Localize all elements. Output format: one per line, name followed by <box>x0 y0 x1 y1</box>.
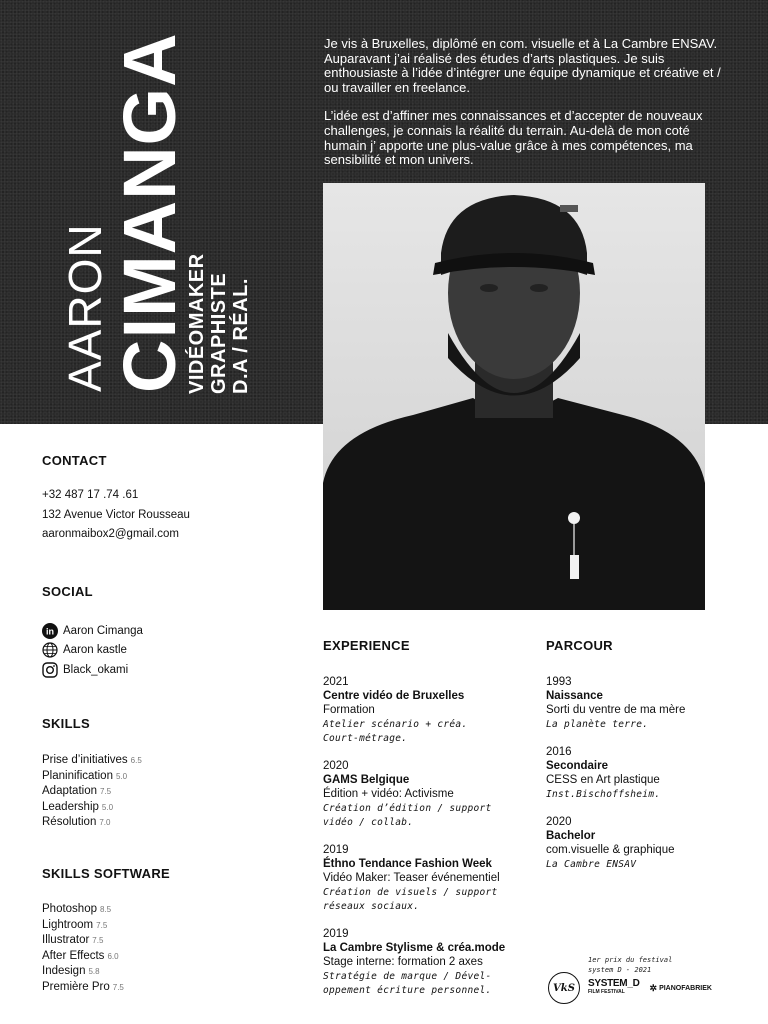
roles <box>186 253 252 394</box>
parcour-entry <box>546 675 685 732</box>
software-item <box>42 933 124 949</box>
entry-org: Naissance <box>546 690 603 703</box>
entry-note: Inst.Bischoffsheim. <box>546 788 661 800</box>
entry-role: Vidéo Maker: Teaser événementiel <box>323 872 500 885</box>
system-d-logo <box>588 980 640 996</box>
system-d-subtitle: FILM FESTIVAL <box>588 989 625 995</box>
entry-note: oppement écriture personnel. <box>323 984 492 996</box>
entry-note: Stratégie de marque / Dével- <box>323 970 492 982</box>
skill-item <box>42 753 142 769</box>
entry-note: vidéo / collab. <box>323 816 414 828</box>
software-level: 7.5 <box>112 982 124 992</box>
entry-note: Court-métrage. <box>323 732 408 744</box>
software-title: SKILLS SOFTWARE <box>42 866 170 881</box>
skills-list <box>42 753 142 831</box>
skill-name: Adaptation <box>42 785 97 798</box>
social-instagram[interactable] <box>42 660 143 680</box>
last-name: CIMANGA <box>108 32 191 393</box>
entry-year: 2016 <box>546 746 572 758</box>
entry-org: La Cambre Stylisme & créa.mode <box>323 942 506 955</box>
social-label: Aaron Cimanga <box>63 624 143 637</box>
social-title: SOCIAL <box>42 584 93 599</box>
intro-paragraph: Je vis à Bruxelles, diplômé en com. visuelle et à La Cambre ENSAV. Auparavant j’ai réalisé des études d’arts plastiques. Je suis enthousiaste à l’idée d’intégrer une équipe dynamique et créative et / ou travailler en freelance. <box>324 36 721 95</box>
software-name: Lightroom <box>42 918 94 931</box>
software-name: Première Pro <box>42 980 110 993</box>
software-level: 5.8 <box>88 967 100 977</box>
software-name: Illustrator <box>42 934 90 947</box>
svg-text:in: in <box>46 626 54 637</box>
entry-year: 1993 <box>546 676 572 688</box>
gear-icon: ✲ <box>649 982 658 993</box>
award-line: 1er prix du festival <box>588 956 673 964</box>
parcour-title: PARCOUR <box>546 638 613 653</box>
software-list <box>42 902 124 996</box>
skill-name: Résolution <box>42 816 97 829</box>
intro-text <box>324 37 724 182</box>
entry-org: GAMS Belgique <box>323 774 410 787</box>
entry-role: Sorti du ventre de ma mère <box>546 704 686 717</box>
role-line: VIDÉOMAKER <box>186 253 208 394</box>
phone-number[interactable]: +32 487 17 .74 .61 <box>42 489 139 501</box>
experience-entry <box>323 843 500 914</box>
social-label: Aaron kastle <box>63 644 127 657</box>
entry-org: Bachelor <box>546 830 596 843</box>
skill-item <box>42 815 142 831</box>
award-line: system D - 2021 <box>588 966 652 974</box>
software-item <box>42 964 124 980</box>
parcour-entry <box>546 745 660 802</box>
entry-role: Stage interne: formation 2 axes <box>323 956 483 969</box>
entry-year: 2019 <box>323 844 349 856</box>
social-website[interactable] <box>42 641 143 661</box>
skill-level: 5.0 <box>101 802 114 812</box>
software-level: 7.5 <box>92 936 104 946</box>
social-linkedin[interactable] <box>42 621 143 641</box>
experience-entry <box>323 927 505 998</box>
sponsor-logos <box>548 972 712 1004</box>
role-line: D.A / RÉAL. <box>230 278 252 394</box>
software-item <box>42 980 124 996</box>
software-level: 6.0 <box>107 951 119 961</box>
entry-role: com.visuelle & graphique <box>546 844 675 857</box>
experience-entry <box>323 675 467 746</box>
experience-title: EXPERIENCE <box>323 638 410 653</box>
vks-logo <box>548 972 580 1004</box>
entry-note: Création d’édition / support <box>323 802 492 814</box>
portrait-illustration <box>323 183 705 610</box>
entry-year: 2021 <box>323 676 349 688</box>
skill-item <box>42 769 142 785</box>
entry-year: 2019 <box>323 928 349 940</box>
pianofabriek-logo <box>650 983 712 994</box>
first-name: AARON <box>59 223 111 392</box>
social-list <box>42 621 143 680</box>
entry-note: réseaux sociaux. <box>323 900 420 912</box>
experience-entry <box>323 759 492 830</box>
role-line: GRAPHISTE <box>208 272 230 394</box>
address: 132 Avenue Victor Rousseau <box>42 508 190 521</box>
software-level: 7.5 <box>96 920 108 930</box>
entry-note: Atelier scénario + créa. <box>323 718 468 730</box>
linkedin-icon <box>42 623 58 639</box>
skill-name: Leadership <box>42 800 99 813</box>
contact-title: CONTACT <box>42 453 107 468</box>
entry-org: Secondaire <box>546 760 608 773</box>
entry-note: La planète terre. <box>546 718 649 730</box>
entry-role: Formation <box>323 704 375 717</box>
software-level: 8.5 <box>100 905 112 914</box>
social-label: Black_okami <box>63 663 129 676</box>
software-item <box>42 918 124 934</box>
email-address[interactable]: aaronmaibox2@gmail.com <box>42 528 179 540</box>
globe-icon <box>42 642 58 658</box>
software-item <box>42 902 124 918</box>
software-name: Indesign <box>42 965 86 978</box>
entry-note: Création de visuels / support <box>323 886 498 898</box>
skill-item <box>42 784 142 800</box>
skill-name: Planinification <box>42 769 113 782</box>
entry-role: Édition + vidéo: Activisme <box>323 788 454 801</box>
instagram-icon <box>42 662 58 678</box>
skill-level: 5.0 <box>115 771 128 781</box>
skill-name: Prise d’initiatives <box>42 754 128 766</box>
skill-level: 7.5 <box>100 787 112 797</box>
entry-org: Éthno Tendance Fashion Week <box>323 858 492 871</box>
skill-item <box>42 800 142 816</box>
software-name: Photoshop <box>42 903 97 915</box>
skills-title: SKILLS <box>42 716 91 731</box>
software-name: After Effects <box>42 949 105 962</box>
contact-block <box>42 486 190 545</box>
skill-level: 6.5 <box>130 756 142 765</box>
entry-role: CESS en Art plastique <box>546 774 660 787</box>
entry-year: 2020 <box>323 760 349 772</box>
entry-year: 2020 <box>546 816 572 828</box>
entry-note: La Cambre ENSAV <box>546 858 637 870</box>
entry-org: Centre vidéo de Bruxelles <box>323 690 465 703</box>
parcour-entry <box>546 815 675 872</box>
pianofabriek-text: PIANOFABRIEK <box>659 984 712 992</box>
software-item <box>42 949 124 965</box>
portrait-photo <box>323 183 705 610</box>
skill-level: 7.0 <box>99 818 111 828</box>
vks-logo-text: VkS <box>553 982 575 994</box>
intro-paragraph: L’idée est d’affiner mes connaissances et d’accepter de nouveaux challenges, je connais la réalité du terrain. Au-delà de mon coté humain j’ apporte une plus-value grâce à mes compétences, ma sensibilité et mon univers. <box>324 108 703 168</box>
system-d-title: SYSTEM_D <box>588 978 640 989</box>
